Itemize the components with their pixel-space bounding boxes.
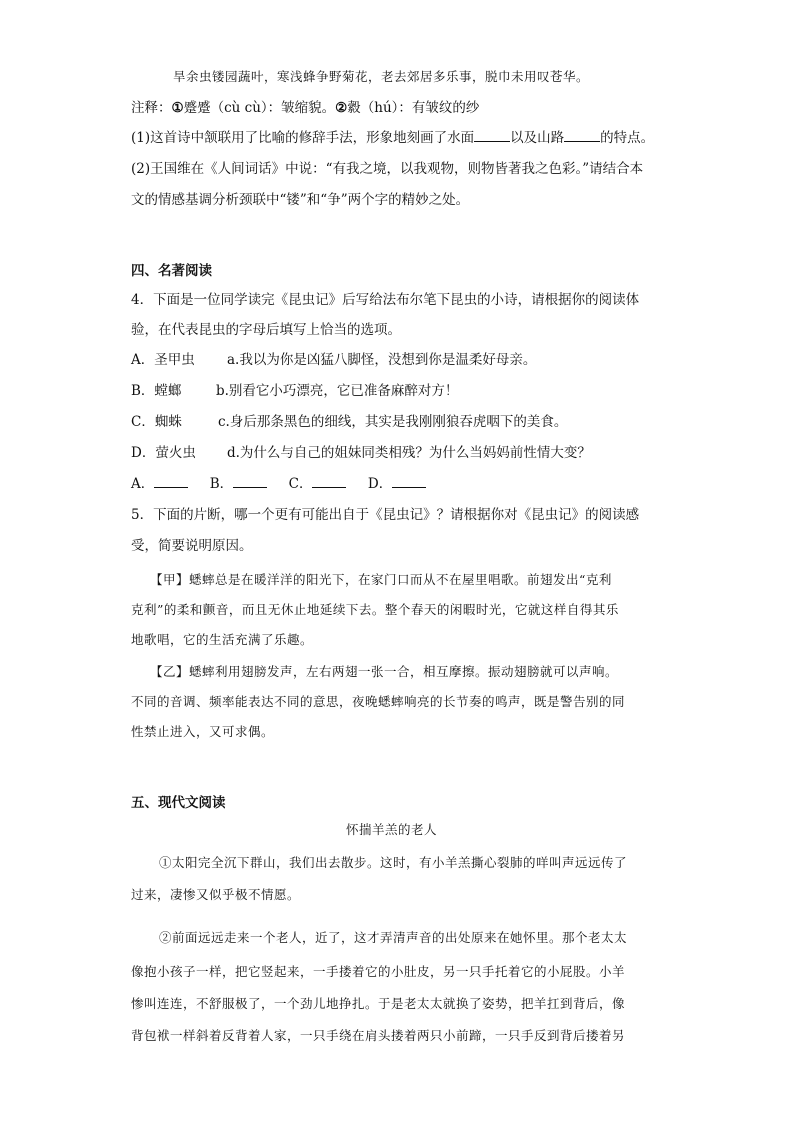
question-4-line1: 4．下面是一位同学读完《昆虫记》后写给法布尔笔下昆虫的小诗，请根据你的阅读体 — [131, 292, 640, 308]
annotation — [131, 96, 479, 116]
note-number-1: ① — [171, 100, 184, 116]
question-1-text-a: (1)这首诗中颔联用了比喻的修辞手法，形象地刻画了水面 — [131, 130, 475, 146]
question-1 — [131, 126, 654, 146]
question-4-line2: 验，在代表昆虫的字母后填写上恰当的选项。 — [131, 322, 401, 338]
question-2-line1: (2)王国维在《人间词话》中说：“有我之境，以我观物，则物皆著我之色彩。”请结合本 — [131, 161, 644, 177]
option-insect: A．圣甲虫 — [131, 352, 195, 368]
section-heading: 四、名著阅读 — [131, 263, 212, 279]
answer-blank[interactable] — [564, 129, 600, 142]
option-insect: C．蜘蛛 — [131, 414, 182, 430]
excerpt-yi-line3: 性禁止进入，又可求偶。 — [131, 724, 275, 739]
answer-blank[interactable] — [474, 129, 510, 142]
excerpt-jia-line1: 【甲】蟋蟀总是在暖洋洋的阳光下，在家门口而从不在屋里唱歌。前翅发出“克利 — [150, 572, 612, 587]
option-poem: c.身后那条黑色的细线，其实是我刚刚狼吞虎咽下的美食。 — [218, 414, 568, 430]
answer-blank[interactable] — [392, 475, 426, 488]
paragraph-2-line4: 背包袱一样斜着反背着人家，一只手绕在肩头搂着两只小前蹄，一只手反到背后搂着另 — [131, 1028, 626, 1043]
answer-label: C． — [288, 476, 313, 492]
option-insect: B．螳螂 — [131, 383, 182, 399]
answer-label: A． — [131, 476, 155, 492]
excerpt-yi-line1: 【乙】蟋蟀利用翅膀发声，左右两翅一张一合，相互摩擦。振动翅膀就可以声响。 — [150, 664, 619, 679]
paragraph-2-line2: 像抱小孩子一样，把它竖起来，一手搂着它的小肚皮，另一只手托着它的小屁股。小羊 — [131, 964, 626, 979]
annotation-label: 注释： — [131, 100, 172, 116]
option-poem: d.为什么与自己的姐妹同类相残？为什么当妈妈前性情大变？ — [227, 445, 591, 461]
answer-label: B． — [209, 476, 234, 492]
note-text-2: 縠（hú）：有皱纹的纱 — [347, 100, 480, 116]
paragraph-2-line1: ②前面远远走来一个老人，近了，这才弄清声音的出处原来在她怀里。那个老太太 — [159, 930, 628, 945]
question-5-line2: 受，简要说明原因。 — [131, 538, 253, 554]
question-1-text-b: 以及山路 — [510, 130, 565, 146]
excerpt-jia-line2: 克利”的柔和颤音，而且无休止地延续下去。整个春天的闲暇时光，它就这样自得其乐 — [131, 602, 619, 617]
option-insect: D．萤火虫 — [131, 445, 196, 461]
question-5-line1: 5．下面的片断，哪一个更有可能出自于《昆虫记》？请根据你对《昆虫记》的阅读感 — [131, 507, 640, 523]
question-2-line2: 文的情感基调分析颈联中“镂”和“争”两个字的精妙之处。 — [131, 192, 470, 208]
option-poem: a.我以为你是凶猛八脚怪，没想到你是温柔好母亲。 — [227, 352, 537, 368]
answer-blank[interactable] — [154, 475, 188, 488]
paragraph-1-line1: ①太阳完全沉下群山，我们出去散步。这时，有小羊羔撕心裂肺的咩叫声远远传了 — [159, 855, 628, 870]
excerpt-yi-line2: 不同的音调、频率能表达不同的意思，夜晚蟋蟀响亮的长节奏的鸣声，既是警告别的同 — [131, 694, 626, 709]
excerpt-jia-line3: 地歌唱，它的生活充满了乐趣。 — [131, 632, 314, 647]
answer-blank[interactable] — [312, 475, 346, 488]
answer-row — [131, 472, 426, 492]
section-heading: 五、现代文阅读 — [131, 795, 226, 811]
paragraph-1-line2: 过来，凄惨又似乎极不情愿。 — [131, 887, 301, 902]
note-text-1: 蹙蹙（cù cù）：皱缩貌。 — [183, 100, 336, 116]
question-1-text-c: 的特点。 — [600, 130, 655, 146]
option-poem: b.别看它小巧漂亮，它已准备麻醉对方！ — [216, 383, 459, 399]
poem-line: 旱余虫镂园蔬叶，寒浅蜂争野菊花，老去郊居多乐事，脱巾未用叹苍华。 — [173, 69, 590, 84]
note-number-2: ② — [335, 100, 348, 116]
article-title: 怀揣羊羔的老人 — [346, 822, 438, 837]
answer-label: D． — [367, 476, 393, 492]
paragraph-2-line3: 惨叫连连，不舒服极了，一个劲儿地挣扎。于是老太太就换了姿势，把羊扛到背后，像 — [131, 996, 626, 1011]
answer-blank[interactable] — [233, 475, 267, 488]
